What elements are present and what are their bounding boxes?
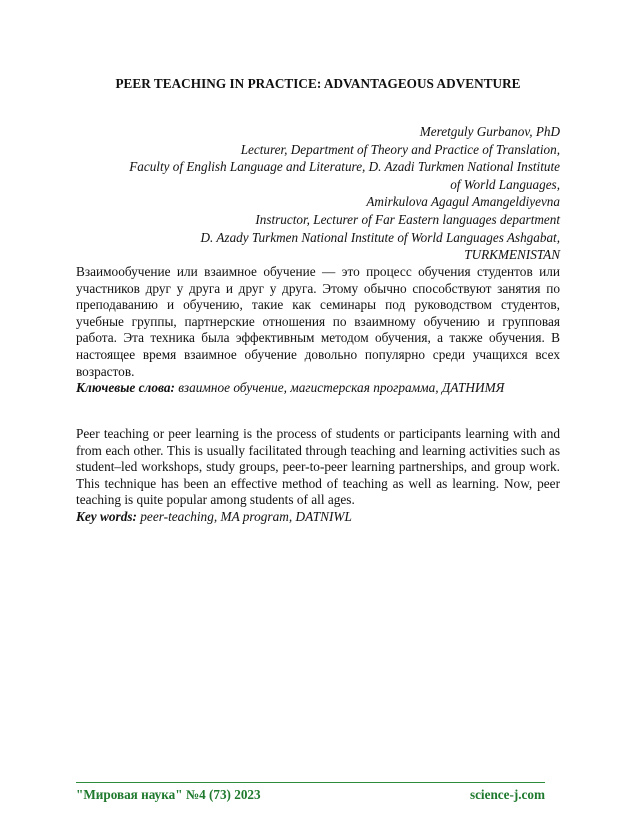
keywords-line bbox=[76, 380, 560, 397]
abstract-text: Взаимообучение или взаимное обучение — это процесс обучения студентов или участников друг у друга и друг у друга. Этому обычно способствуют занятия по преподаванию и обучению, такие как семинары под руководством студентов, учебные группы, партнерские отношения по взаимному обучению и групповая работа. Эта техника была эффективным методом обучения, а также обучения. В настоящее время взаимное обучение довольно популярно среди учащихся всех возрастов. bbox=[76, 264, 560, 379]
journal-name: "Мировая наука" №4 (73) 2023 bbox=[76, 787, 261, 802]
keywords-line bbox=[76, 509, 560, 526]
author-affiliation-line: D. Azady Turkmen National Institute of World Languages Ashgabat, bbox=[200, 229, 560, 245]
abstract-text: Peer teaching or peer learning is the process of students or participants learning with and from each other. This is usually facilitated through teaching and learning activities such as student–led workshops, study groups, peer-to-peer learning partnerships, and group work. This technique has been an effective method of teaching as well as learning. Now, peer teaching is quite popular among students of all ages. bbox=[76, 426, 560, 508]
abstract-russian bbox=[76, 264, 560, 397]
author-affiliation-line: Instructor, Lecturer of Far Eastern languages department bbox=[255, 211, 560, 227]
author-country: TURKMENISTAN bbox=[464, 247, 560, 263]
journal-website: science-j.com bbox=[469, 787, 545, 802]
keywords-label: Key words: bbox=[76, 508, 137, 524]
article-title: PEER TEACHING IN PRACTICE: ADVANTAGEOUS ADVENTURE bbox=[115, 76, 521, 91]
footer-divider bbox=[76, 782, 545, 783]
keywords-value: взаимное обучение, магистерская программа, ДАТНИМЯ bbox=[178, 380, 505, 396]
keywords-value: peer-teaching, MA program, DATNIWL bbox=[140, 508, 352, 524]
author-affiliation-line: Faculty of English Language and Literature, D. Azadi Turkmen National Institute bbox=[129, 159, 560, 175]
author-block bbox=[76, 123, 560, 264]
abstract-english bbox=[76, 426, 560, 526]
author-affiliation-line: of World Languages, bbox=[450, 176, 560, 192]
author-name: Meretguly Gurbanov, PhD bbox=[419, 124, 560, 139]
keywords-label: Ключевые слова: bbox=[76, 380, 175, 396]
author-name: Amirkulova Agagul Amangeldiyevna bbox=[366, 194, 560, 210]
author-affiliation-line: Lecturer, Department of Theory and Practice of Translation, bbox=[240, 141, 560, 157]
